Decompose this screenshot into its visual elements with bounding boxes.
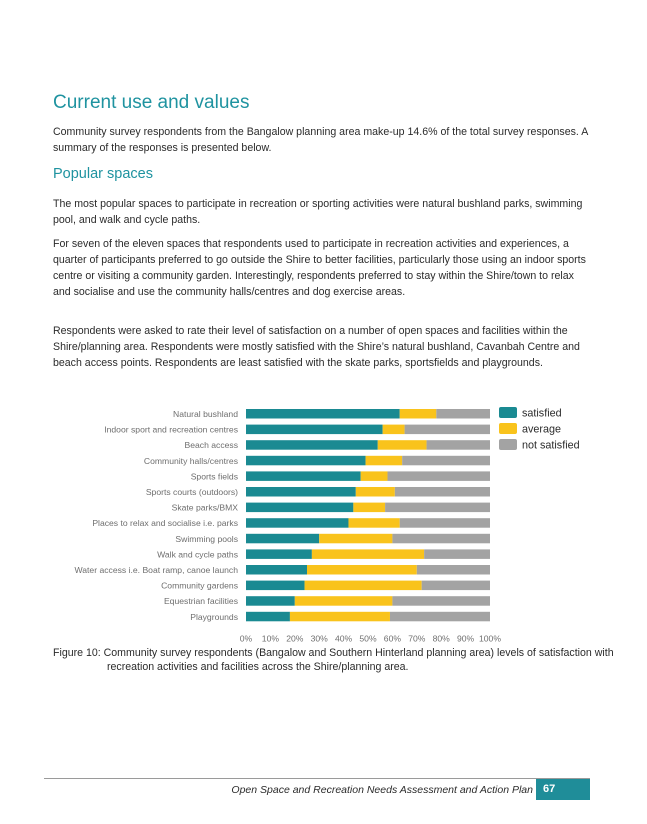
bar-average — [319, 534, 392, 544]
x-tick-label: 50% — [359, 633, 377, 644]
bar-not-satisfied — [390, 612, 490, 622]
chart-legend — [499, 407, 580, 452]
bar-satisfied — [246, 534, 319, 544]
bar-average — [312, 549, 424, 559]
footer-title: Open Space and Recreation Needs Assessment and Action Plan — [231, 784, 533, 796]
x-tick-label: 10% — [261, 633, 280, 644]
chart-bars — [246, 409, 490, 621]
bar-not-satisfied — [417, 565, 490, 575]
bar-average — [348, 518, 399, 528]
bar-not-satisfied — [388, 471, 490, 481]
category-label: Equestrian facilities — [163, 596, 238, 607]
category-label: Sports courts (outdoors) — [145, 487, 238, 497]
bar-satisfied — [246, 440, 378, 450]
category-label: Sports fields — [190, 471, 238, 482]
bar-not-satisfied — [392, 596, 490, 606]
category-label: Community halls/centres — [143, 455, 238, 466]
x-tick-label: 40% — [334, 633, 353, 644]
bar-not-satisfied — [392, 534, 490, 544]
x-tick-label: 70% — [408, 633, 426, 644]
legend-label: satisfied — [522, 407, 562, 420]
x-axis-ticks — [240, 633, 502, 643]
category-label: Beach access — [184, 440, 238, 451]
x-tick-label: 60% — [383, 633, 402, 644]
category-label: Skate parks/BMX — [171, 502, 238, 513]
legend-label: not satisfied — [522, 439, 580, 452]
legend-swatch-satisfied — [499, 407, 517, 418]
bar-not-satisfied — [427, 440, 490, 450]
footer-divider — [44, 778, 590, 779]
bar-average — [366, 456, 403, 466]
bar-not-satisfied — [436, 409, 490, 419]
body-paragraph-3: Respondents were asked to rate their level of satisfaction on a number of open spaces and facilities within the Shire/planning area. Respondents were mostly satisfied with the Shire’s natural bushland, Cavanbah Centre and beach access points. Respondents are least satisfied with the skate parks, sportsfields and playgrounds. — [53, 325, 580, 369]
category-label: Water access i.e. Boat ramp, canoe launch — [74, 565, 238, 575]
bar-satisfied — [246, 487, 356, 497]
bar-average — [353, 503, 385, 512]
category-label: Swimming pools — [175, 533, 238, 544]
bar-satisfied — [246, 456, 366, 466]
legend-swatch-average — [499, 423, 517, 434]
bar-satisfied — [246, 612, 290, 622]
bar-not-satisfied — [385, 503, 490, 512]
x-tick-label: 100% — [479, 633, 501, 644]
category-label: Places to relax and socialise i.e. parks — [92, 518, 238, 529]
bar-average — [295, 596, 393, 606]
bar-satisfied — [246, 581, 305, 591]
category-labels — [74, 409, 238, 622]
bar-average — [305, 581, 422, 591]
legend-label: average — [522, 423, 562, 436]
figure-caption: Figure 10: Community survey respondents (Bangalow and Southern Hinterland planning area) levels of satisfaction with recreation activities and facilities across the Shire/planning area. — [53, 647, 614, 673]
category-label: Community gardens — [161, 580, 238, 591]
bar-not-satisfied — [424, 549, 490, 559]
category-label: Natural bushland — [173, 409, 238, 419]
bar-satisfied — [246, 565, 307, 575]
bar-average — [400, 409, 437, 419]
x-tick-label: 0% — [239, 633, 253, 644]
bar-average — [361, 471, 388, 481]
x-tick-label: 80% — [432, 633, 450, 644]
x-tick-label: 90% — [456, 633, 475, 644]
subsection-title: Popular spaces — [53, 166, 153, 182]
bar-not-satisfied — [395, 487, 490, 497]
satisfaction-chart — [0, 400, 637, 644]
bar-satisfied — [246, 503, 353, 512]
bar-not-satisfied — [405, 425, 490, 435]
bar-satisfied — [246, 596, 295, 606]
category-label: Playgrounds — [190, 611, 238, 622]
body-paragraph-2: For seven of the eleven spaces that respondents used to participate in recreation activities and experiences, a quarter of participants preferred to go outside the Shire to better facilities, particularly those using an indoor sports centre or visiting a community garden. Interestingly, respondents preferred to stay within the Shire/town to relax and socialise and use the community halls/centres and dog exercise areas. — [53, 238, 586, 298]
x-tick-label: 20% — [286, 633, 304, 644]
bar-satisfied — [246, 471, 361, 481]
bar-average — [383, 425, 405, 435]
bar-satisfied — [246, 549, 312, 559]
category-label: Walk and cycle paths — [157, 549, 238, 560]
bar-not-satisfied — [402, 456, 490, 466]
x-tick-label: 30% — [310, 633, 328, 644]
section-title: Current use and values — [53, 92, 250, 113]
bar-average — [356, 487, 395, 497]
bar-average — [378, 440, 427, 450]
intro-paragraph: Community survey respondents from the Bangalow planning area make-up 14.6% of the total survey responses. A summary of the responses is presented below. — [53, 126, 588, 154]
bar-satisfied — [246, 425, 383, 435]
page-number: 67 — [536, 779, 590, 800]
bar-average — [290, 612, 390, 622]
bar-not-satisfied — [422, 581, 490, 591]
body-paragraph-1: The most popular spaces to participate in recreation or sporting activities were natural bushland parks, swimming pool, and walk and cycle paths. — [53, 198, 583, 226]
bar-satisfied — [246, 518, 348, 528]
category-label: Indoor sport and recreation centres — [104, 424, 238, 435]
bar-not-satisfied — [400, 518, 490, 528]
legend-swatch-not-satisfied — [499, 439, 517, 450]
bar-satisfied — [246, 409, 400, 419]
bar-average — [307, 565, 417, 575]
